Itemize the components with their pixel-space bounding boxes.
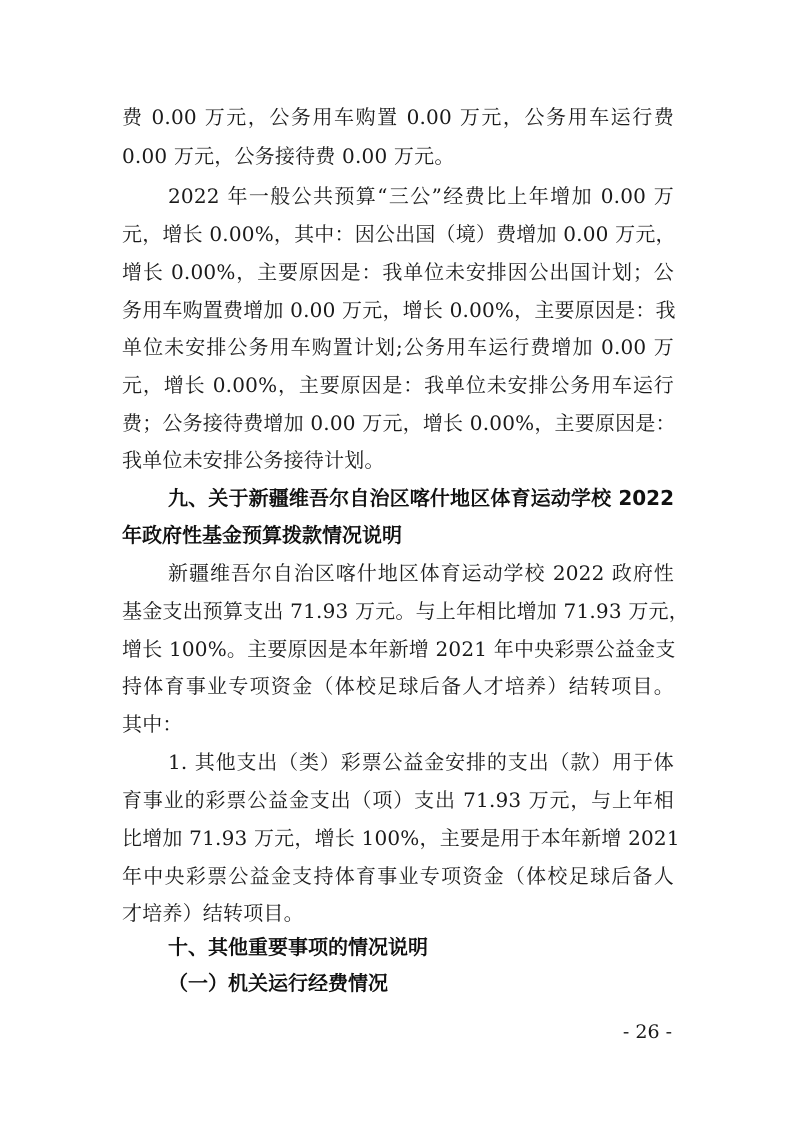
paragraph-line: 新疆维吾尔自治区喀什地区体育运动学校 2022 政府性 — [168, 561, 674, 585]
list-item-line: 年中央彩票公益金支持体育事业专项资金（体校足球后备人 — [122, 864, 674, 888]
paragraph-line: 基金支出预算支出 71.93 万元。与上年相比增加 71.93 万元， — [122, 599, 689, 623]
section-heading: 九、关于新疆维吾尔自治区喀什地区体育运动学校 2022 — [168, 486, 674, 510]
list-item-line: 比增加 71.93 万元，增长 100%，主要是用于本年新增 2021 — [122, 826, 680, 850]
paragraph-line: 0.00 万元，公务接待费 0.00 万元。 — [122, 144, 455, 168]
paragraph-line: 增长 100%。主要原因是本年新增 2021 年中央彩票公益金支 — [122, 637, 676, 661]
paragraph-line: 增长 0.00%，主要原因是：我单位未安排因公出国计划；公 — [122, 260, 674, 284]
section-heading: 十、其他重要事项的情况说明 — [168, 935, 428, 959]
page-number: - 26 - — [622, 1021, 672, 1043]
list-item-line: 才培养）结转项目。 — [122, 901, 304, 925]
paragraph-line: 2022 年一般公共预算“三公”经费比上年增加 0.00 万 — [168, 184, 674, 208]
paragraph-line: 其中： — [122, 712, 183, 736]
subsection-heading: （一）机关运行经费情况 — [168, 971, 388, 995]
list-item-line: 育事业的彩票公益金支出（项）支出 71.93 万元，与上年相 — [122, 788, 674, 812]
section-heading: 年政府性基金预算拨款情况说明 — [122, 523, 402, 547]
paragraph-line: 务用车购置费增加 0.00 万元，增长 0.00%，主要原因是：我 — [122, 298, 676, 322]
paragraph-line: 元，增长 0.00%，其中：因公出国（境）费增加 0.00 万元， — [122, 222, 676, 246]
list-item-line: 1. 其他支出（类）彩票公益金安排的支出（款）用于体 — [168, 750, 674, 774]
paragraph-line: 费 0.00 万元，公务用车购置 0.00 万元，公务用车运行费 — [122, 105, 674, 129]
paragraph-line: 单位未安排公务用车购置计划;公务用车运行费增加 0.00 万 — [122, 335, 674, 359]
paragraph-line: 费；公务接待费增加 0.00 万元，增长 0.00%，主要原因是： — [122, 411, 676, 435]
paragraph-line: 我单位未安排公务接待计划。 — [122, 448, 385, 472]
paragraph-line: 元，增长 0.00%，主要原因是：我单位未安排公务用车运行 — [122, 373, 674, 397]
paragraph-line: 持体育事业专项资金（体校足球后备人才培养）结转项目。 — [122, 674, 674, 698]
